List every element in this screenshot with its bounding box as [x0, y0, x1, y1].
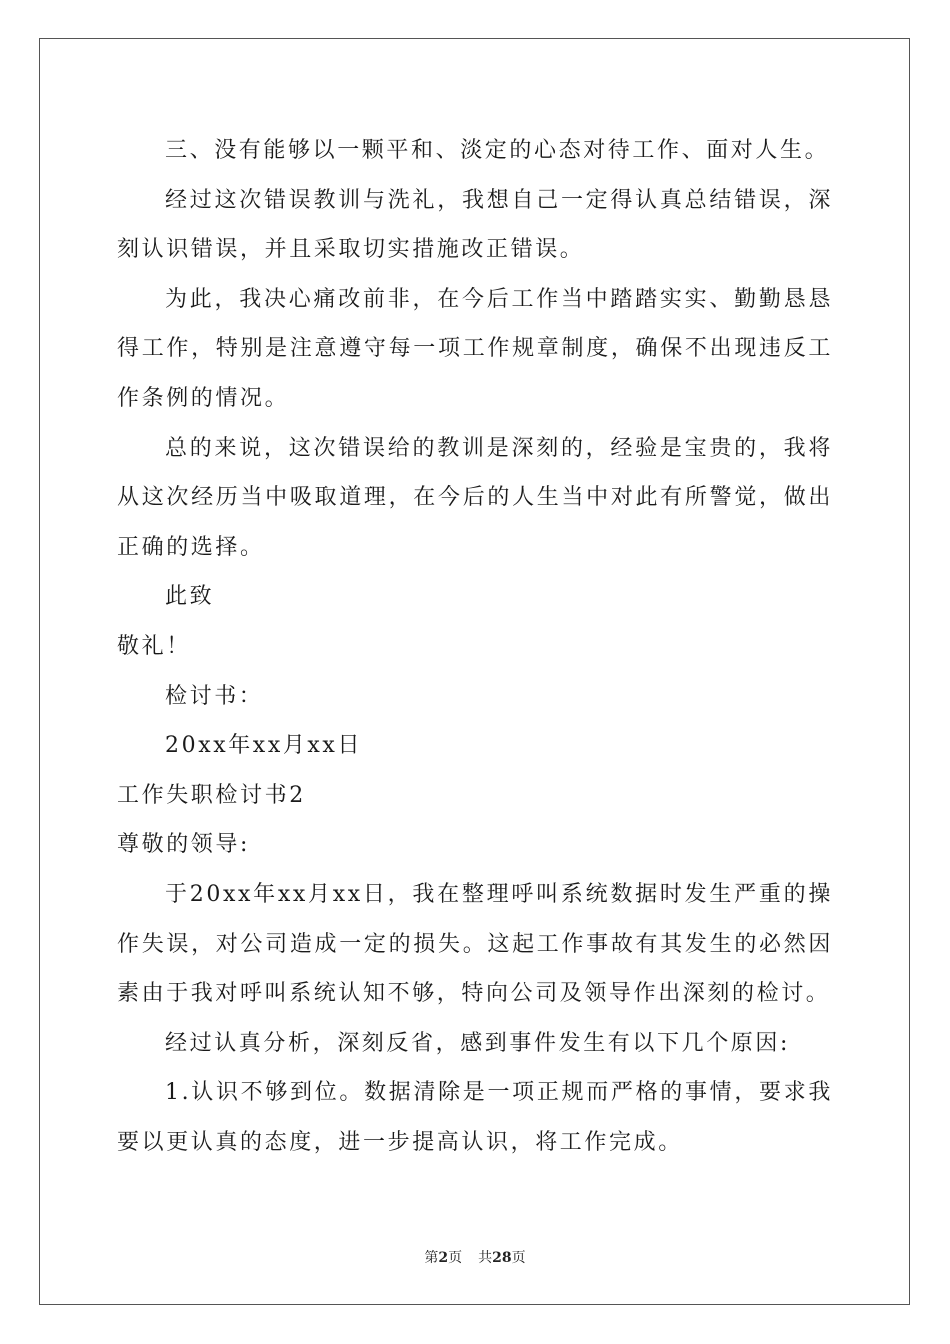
page-number: 2: [438, 1250, 449, 1266]
document-body: [117, 126, 833, 1167]
closing-regards: 敬礼！: [117, 633, 191, 659]
closing-salutation: 此致: [165, 584, 215, 610]
page-footer: [0, 1247, 950, 1267]
section-title: 工作失职检讨书2: [117, 782, 306, 808]
page-prefix: 第: [424, 1250, 439, 1266]
total-suffix: 页: [511, 1250, 526, 1266]
paragraph-summary: 总的来说，这次错误给的教训是深刻的，经验是宝贵的，我将从这次经历当中吸取道理，在今后的人生当中对此有所警觉，做出正确的选择。: [117, 435, 833, 560]
page-suffix: 页: [448, 1250, 463, 1266]
total-pages: 28: [492, 1250, 512, 1266]
total-prefix: 共: [478, 1250, 493, 1266]
paragraph-lesson: 经过这次错误教训与洗礼，我想自己一定得认真总结错误，深刻认识错误，并且采取切实措施改正错误。: [117, 187, 833, 263]
paragraph-incident: 于20xx年xx月xx日，我在整理呼叫系统数据时发生严重的操作失误，对公司造成一定的损失。这起工作事故有其发生的必然因素由于我对呼叫系统认知不够，特向公司及领导作出深刻的检讨。: [117, 881, 833, 1007]
paragraph-resolution: 为此，我决心痛改前非，在今后工作当中踏踏实实、勤勤恳恳得工作，特别是注意遵守每一项工作规章制度，确保不出现违反工作条例的情况。: [117, 286, 833, 411]
paragraph-reason-one: 1.认识不够到位。数据清除是一项正规而严格的事情，要求我要以更认真的态度，进一步提高认识，将工作完成。: [117, 1080, 833, 1155]
paragraph-analysis: 经过认真分析，深刻反省，感到事件发生有以下几个原因:: [165, 1030, 791, 1056]
signature-label: 检讨书：: [165, 683, 264, 709]
greeting: 尊敬的领导:: [117, 832, 251, 858]
paragraph-reason-three: 三、没有能够以一颗平和、淡定的心态对待工作、面对人生。: [165, 138, 830, 163]
signature-date: 20xx年xx月xx日: [165, 733, 363, 759]
